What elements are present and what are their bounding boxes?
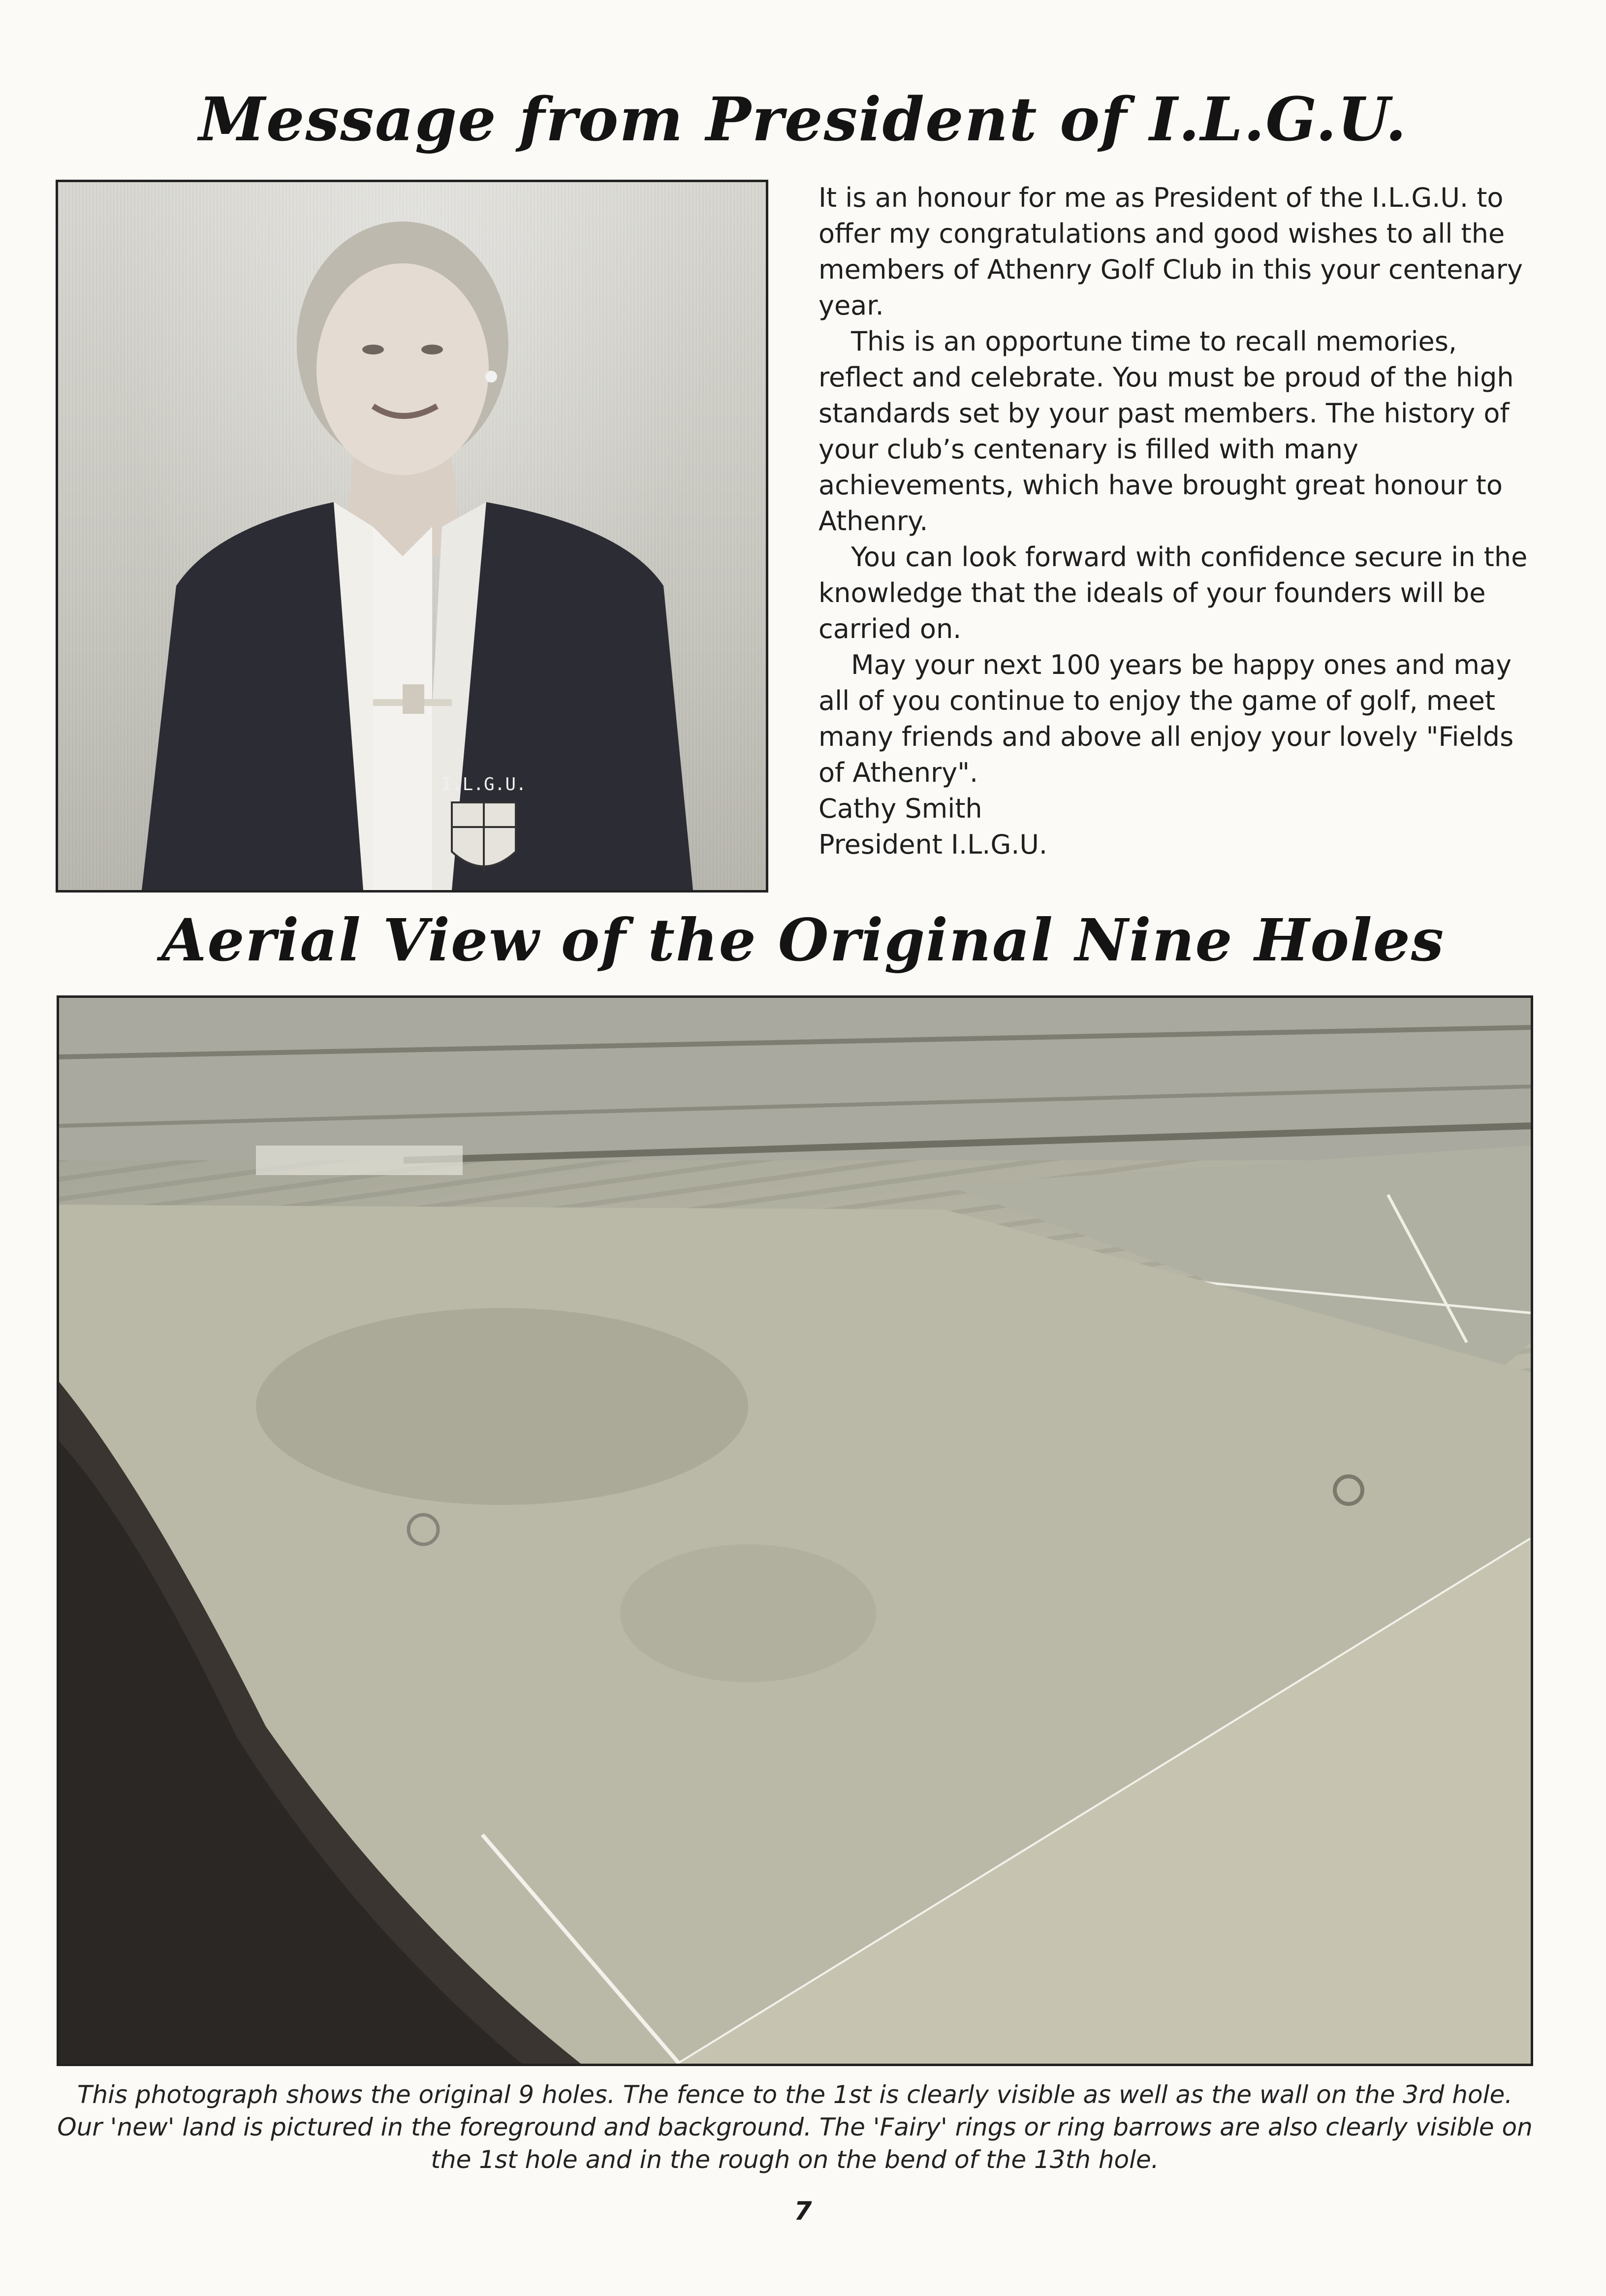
signature-name: Cathy Smith [819, 793, 982, 824]
portrait-illustration [58, 182, 766, 890]
message-paragraph: You can look forward with confidence secure in the knowledge that the ideals of your founders will be carried on. [819, 542, 1528, 644]
message-paragraph: May your next 100 years be happy ones and may all of you continue to enjoy the game of golf, meet many friends and above all enjoy your lovely "Fields of Athenry". [819, 649, 1514, 788]
aerial-photo-caption: This photograph shows the original 9 holes. The fence to the 1st is clearly visible as well as the wall on the 3rd hole. Our 'new' land is pictured in the foreground and background. The 'Fairy' rings or ring barrows are also clearly visible on the 1st hole and in the rough on the bend of the 13th hole. [57, 2080, 1533, 2174]
president-portrait-photo [56, 180, 768, 893]
aerial-illustration [59, 998, 1531, 2064]
aerial-course-photo [57, 995, 1533, 2066]
signature-title: President I.L.G.U. [819, 829, 1048, 860]
message-paragraph: It is an honour for me as President of the I.L.G.U. to offer my congratulations and good wishes to all the members of Athenry Golf Club in this your centenary year. [819, 182, 1523, 321]
aerial-view-heading: Aerial View of the Original Nine Holes [161, 906, 1445, 974]
president-message-heading: Message from President of I.L.G.U. [198, 84, 1408, 155]
message-paragraph: This is an opportune time to recall memories, reflect and celebrate. You must be proud of the high standards set by your past members. The history of your club’s centenary is filled with many achievements, which have brought great honour to Athenry. [819, 326, 1514, 537]
president-message-body [819, 180, 1547, 862]
page-number: 7 [794, 2197, 812, 2226]
crest-badge-text: I.L.G.U. [441, 774, 527, 795]
